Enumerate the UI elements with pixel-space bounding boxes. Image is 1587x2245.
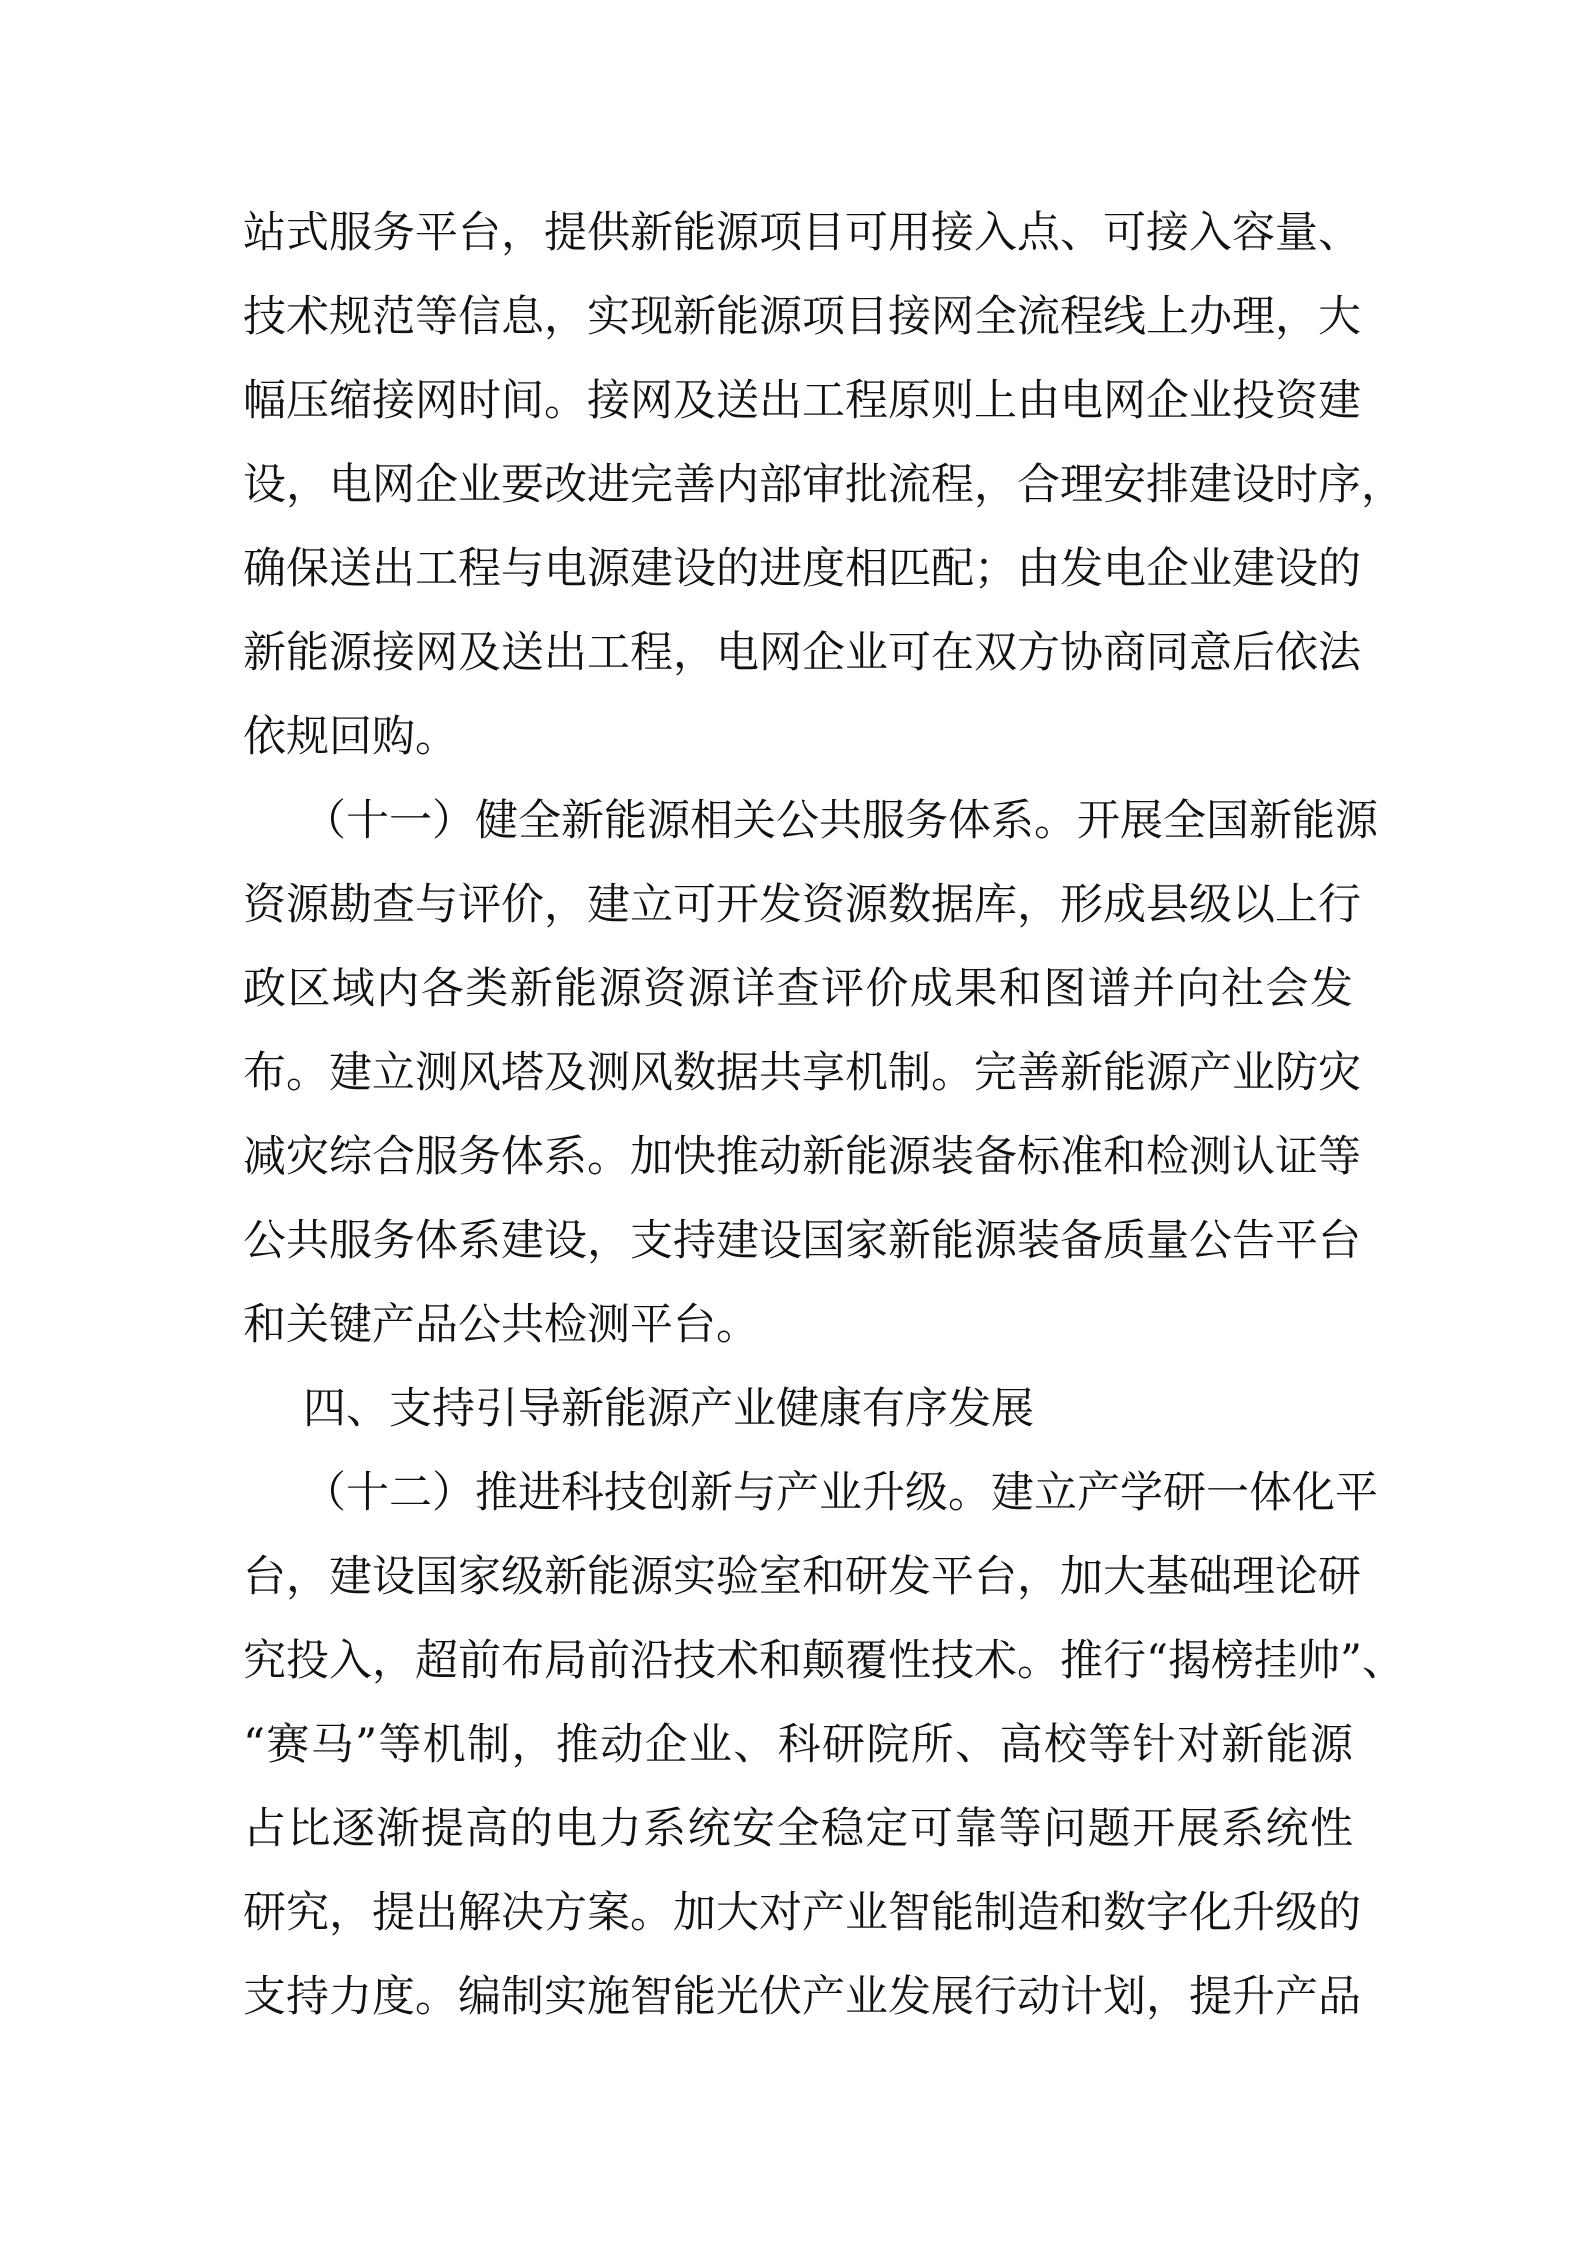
text-line: 站式服务平台，提供新能源项目可用接入点、可接入容量、 [243,208,1361,258]
text-line: 占比逐渐提高的电力系统安全稳定可靠等问题开展系统性 [243,1804,1353,1854]
text-line: 新能源接网及送出工程，电网企业可在双方协商同意后依法 [243,628,1361,678]
text-line: 究投入，超前布局前沿技术和颠覆性技术。推行“揭榜挂帅”、 [243,1636,1405,1686]
text-line: 设，电网企业要改进完善内部审批流程，合理安排建设时序， [243,460,1404,510]
text-line: 和关键产品公共检测平台。 [243,1300,759,1350]
section-heading: 四、支持引导新能源产业健康有序发展 [303,1384,1034,1434]
text-line: 资源勘查与评价，建立可开发资源数据库，形成县级以上行 [243,880,1361,930]
text-line: 幅压缩接网时间。接网及送出工程原则上由电网企业投资建 [243,376,1361,426]
text-line: 技术规范等信息，实现新能源项目接网全流程线上办理，大 [243,292,1361,342]
text-line: 依规回购。 [243,712,458,762]
text-line: “赛马”等机制，推动企业、科研院所、高校等针对新能源 [243,1720,1353,1770]
text-line: 确保送出工程与电源建设的进度相匹配；由发电企业建设的 [243,544,1361,594]
text-line: 减灾综合服务体系。加快推动新能源装备标准和检测认证等 [243,1132,1361,1182]
text-line: （十二）推进科技创新与产业升级。建立产学研一体化平 [303,1468,1378,1518]
text-line: 布。建立测风塔及测风数据共享机制。完善新能源产业防灾 [243,1048,1361,1098]
text-line: 公共服务体系建设，支持建设国家新能源装备质量公告平台 [243,1216,1361,1266]
text-line: 支持力度。编制实施智能光伏产业发展行动计划，提升产品 [243,1972,1361,2022]
text-line: 政区域内各类新能源资源详查评价成果和图谱并向社会发 [243,964,1353,1014]
text-line: （十一）健全新能源相关公共服务体系。开展全国新能源 [303,796,1378,846]
text-line: 台，建设国家级新能源实验室和研发平台，加大基础理论研 [243,1552,1361,1602]
text-line: 研究，提出解决方案。加大对产业智能制造和数字化升级的 [243,1888,1361,1938]
